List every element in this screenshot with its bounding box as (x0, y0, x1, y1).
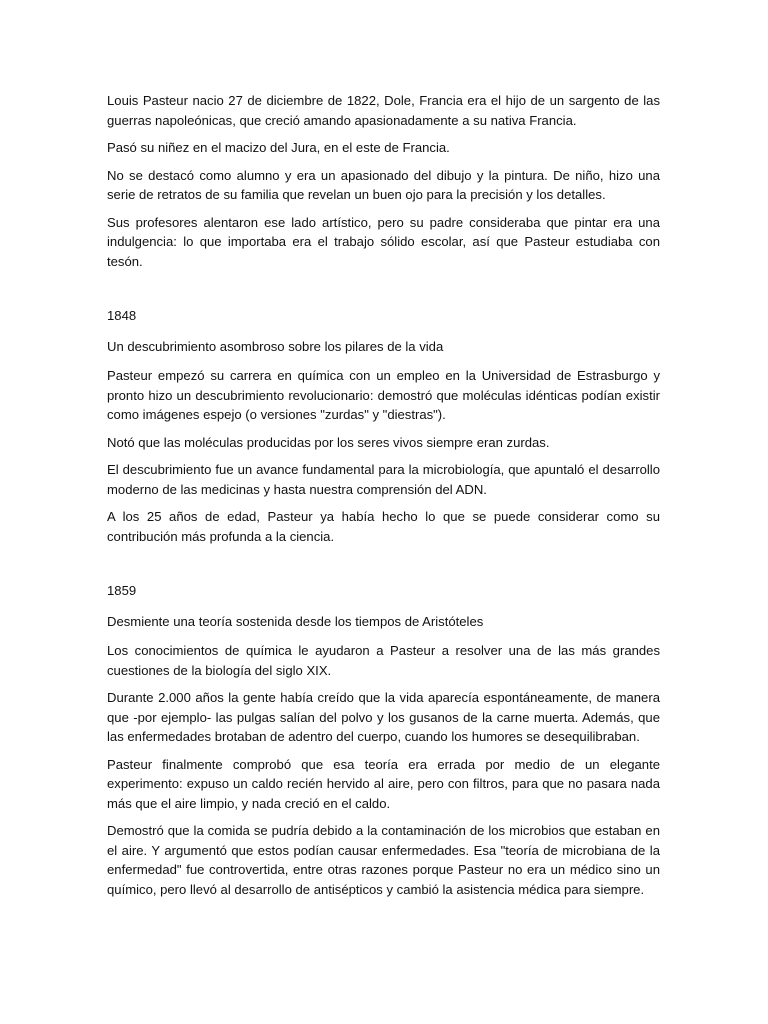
section-1848 (107, 306, 660, 546)
section-paragraph: Pasteur finalmente comprobó que esa teoría era errada por medio de un elegante experimento: expuso un caldo recién hervido al aire, pero con filtros, para que no pasara nada más que el aire limpio, y nada creció en el caldo. (107, 756, 660, 811)
section-heading: Desmiente una teoría sostenida desde los tiempos de Aristóteles (107, 613, 484, 629)
section-paragraph: A los 25 años de edad, Pasteur ya había hecho lo que se puede considerar como su contribución más profunda a la ciencia. (107, 509, 660, 544)
section-paragraph: El descubrimiento fue un avance fundamental para la microbiología, que apuntaló el desarrollo moderno de las medicinas y hasta nuestra comprensión del ADN. (107, 462, 660, 497)
section-paragraph: Pasteur empezó su carrera en química con un empleo en la Universidad de Estrasburgo y pronto hizo un descubrimiento revolucionario: demostró que moléculas idénticas podían existir como imágenes espejo (o versiones "zurdas" y "diestras"). (107, 368, 660, 422)
section-paragraph: Notó que las moléculas producidas por los seres vivos siempre eran zurdas. (107, 434, 550, 450)
section-year: 1859 (107, 583, 137, 598)
intro-paragraph: Sus profesores alentaron ese lado artístico, pero su padre consideraba que pintar era una indulgencia: lo que importaba era el trabajo sólido escolar, así que Pasteur estudiaba con tesón. (107, 214, 660, 269)
intro-paragraph: No se destacó como alumno y era un apasionado del dibujo y la pintura. De niño, hizo una serie de retratos de su familia que revelan un buen ojo para la precisión y los detalles. (107, 167, 660, 202)
section-heading: Un descubrimiento asombroso sobre los pilares de la vida (107, 338, 444, 354)
section-paragraph: Los conocimientos de química le ayudaron a Pasteur a resolver una de las más grandes cuestiones de la biología del siglo XIX. (107, 643, 660, 678)
section-paragraph: Durante 2.000 años la gente había creído que la vida aparecía espontáneamente, de manera que -por ejemplo- las pulgas salían del polvo y los gusanos de la carne muerta. Además, que las enfermedades brotaban de adentro del cuerpo, cuando los humores se desequilibraban. (107, 690, 660, 744)
document-body (107, 91, 660, 907)
section-year: 1848 (107, 308, 137, 323)
section-spacer (107, 279, 660, 306)
intro-paragraph: Pasó su niñez en el macizo del Jura, en el este de Francia. (107, 140, 450, 155)
intro-paragraph: Louis Pasteur nacio 27 de diciembre de 1822, Dole, Francia era el hijo de un sargento de las guerras napoleónicas, que creció amando apasionadamente a su nativa Francia. (107, 93, 660, 128)
section-spacer (107, 554, 660, 581)
section-paragraph: Demostró que la comida se pudría debido a la contaminación de los microbios que estaban en el aire. Y argumentó que estos podían causar enfermedades. Esa "teoría de microbiana de la enfermedad" fue controvertida, entre otras razones porque Pasteur no era un médico sino un químico, pero llevó al desarrollo de antisépticos y cambió la asistencia médica para siempre. (107, 823, 660, 897)
section-1859 (107, 581, 660, 899)
